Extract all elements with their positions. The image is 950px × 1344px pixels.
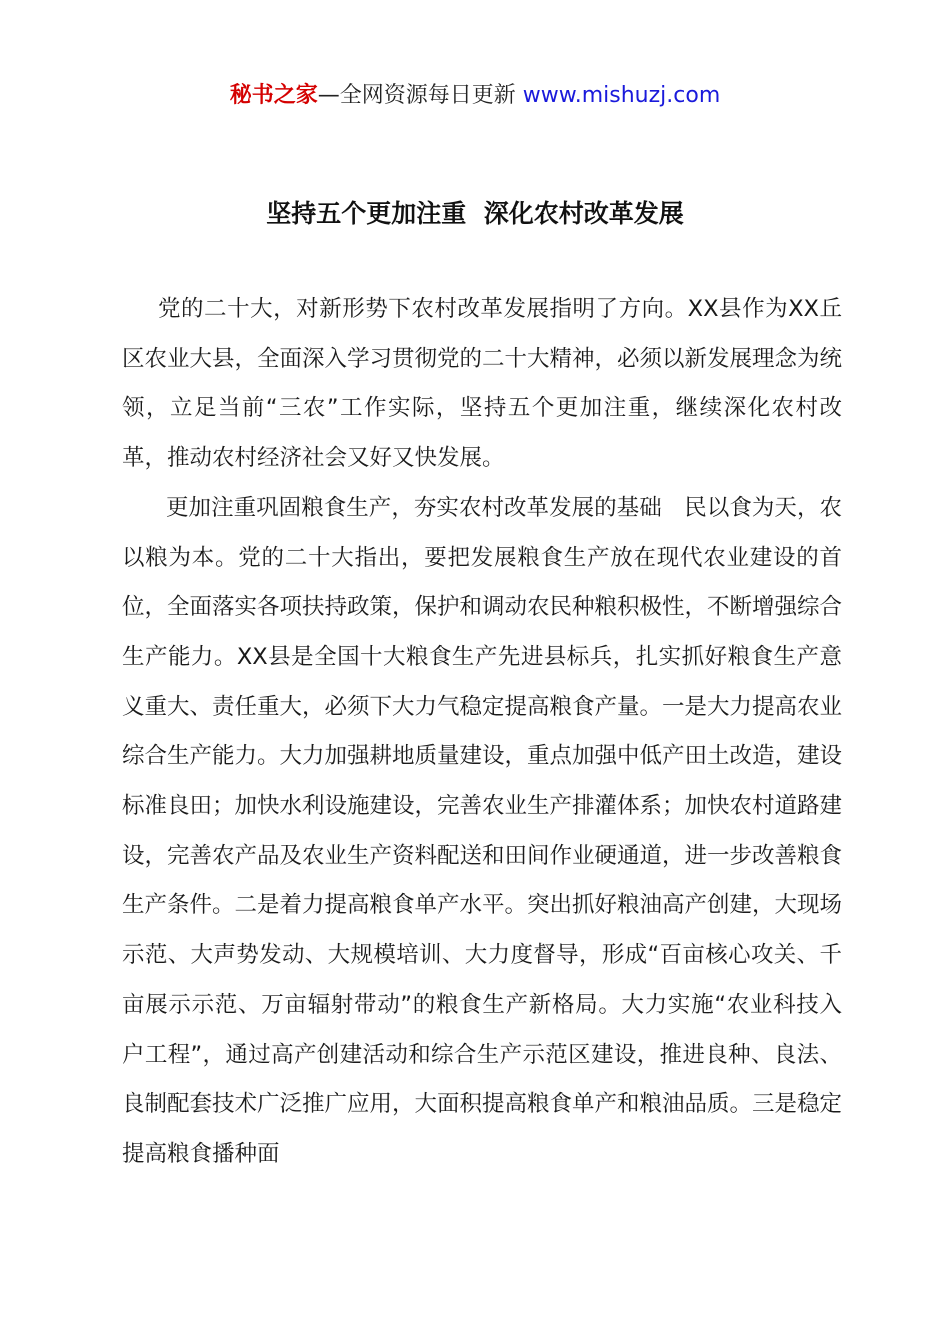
site-brand: 秘书之家 (229, 83, 318, 108)
site-header (0, 80, 950, 112)
document-body (122, 285, 842, 1180)
site-url-link[interactable]: www.mishuzj.com (522, 83, 721, 108)
site-tagline: —全网资源每日更新 (317, 83, 523, 108)
document-title: 坚持五个更加注重 深化农村改革发展 (266, 199, 684, 228)
paragraph-intro: 党的二十大，对新形势下农村改革发展指明了方向。XX县作为XX丘区农业大县，全面深入学习贯彻党的二十大精神，必须以新发展理念为统领，立足当前“三农”工作实际，坚持五个更加注重，继续深化农村改革，推动农村经济社会又好又快发展。 (122, 296, 843, 472)
paragraph-grain-production: 更加注重巩固粮食生产，夯实农村改革发展的基础 民以食为天，农以粮为本。党的二十大指出，要把发展粮食生产放在现代农业建设的首位，全面落实各项扶持政策，保护和调动农民种粮积极性，不断增强综合生产能力。XX县是全国十大粮食生产先进县标兵，扎实抓好粮食生产意义重大、责任重大，必须下大力气稳定提高粮食产量。一是大力提高农业综合生产能力。大力加强耕地质量建设，重点加强中低产田土改造，建设标准良田；加快水利设施建设，完善农业生产排灌体系；加快农村道路建设，完善农产品及农业生产资料配送和田间作业硬通道，进一步改善粮食生产条件。二是着力提高粮食单产水平。突出抓好粮油高产创建，大现场示范、大声势发动、大规模培训、大力度督导，形成“百亩核心攻关、千亩展示示范、万亩辐射带动”的粮食生产新格局。大力实施“农业科技入户工程”，通过高产创建活动和综合生产示范区建设，推进良种、良法、良制配套技术广泛推广应用，大面积提高粮食单产和粮油品质。三是稳定提高粮食播种面 (122, 494, 843, 1167)
